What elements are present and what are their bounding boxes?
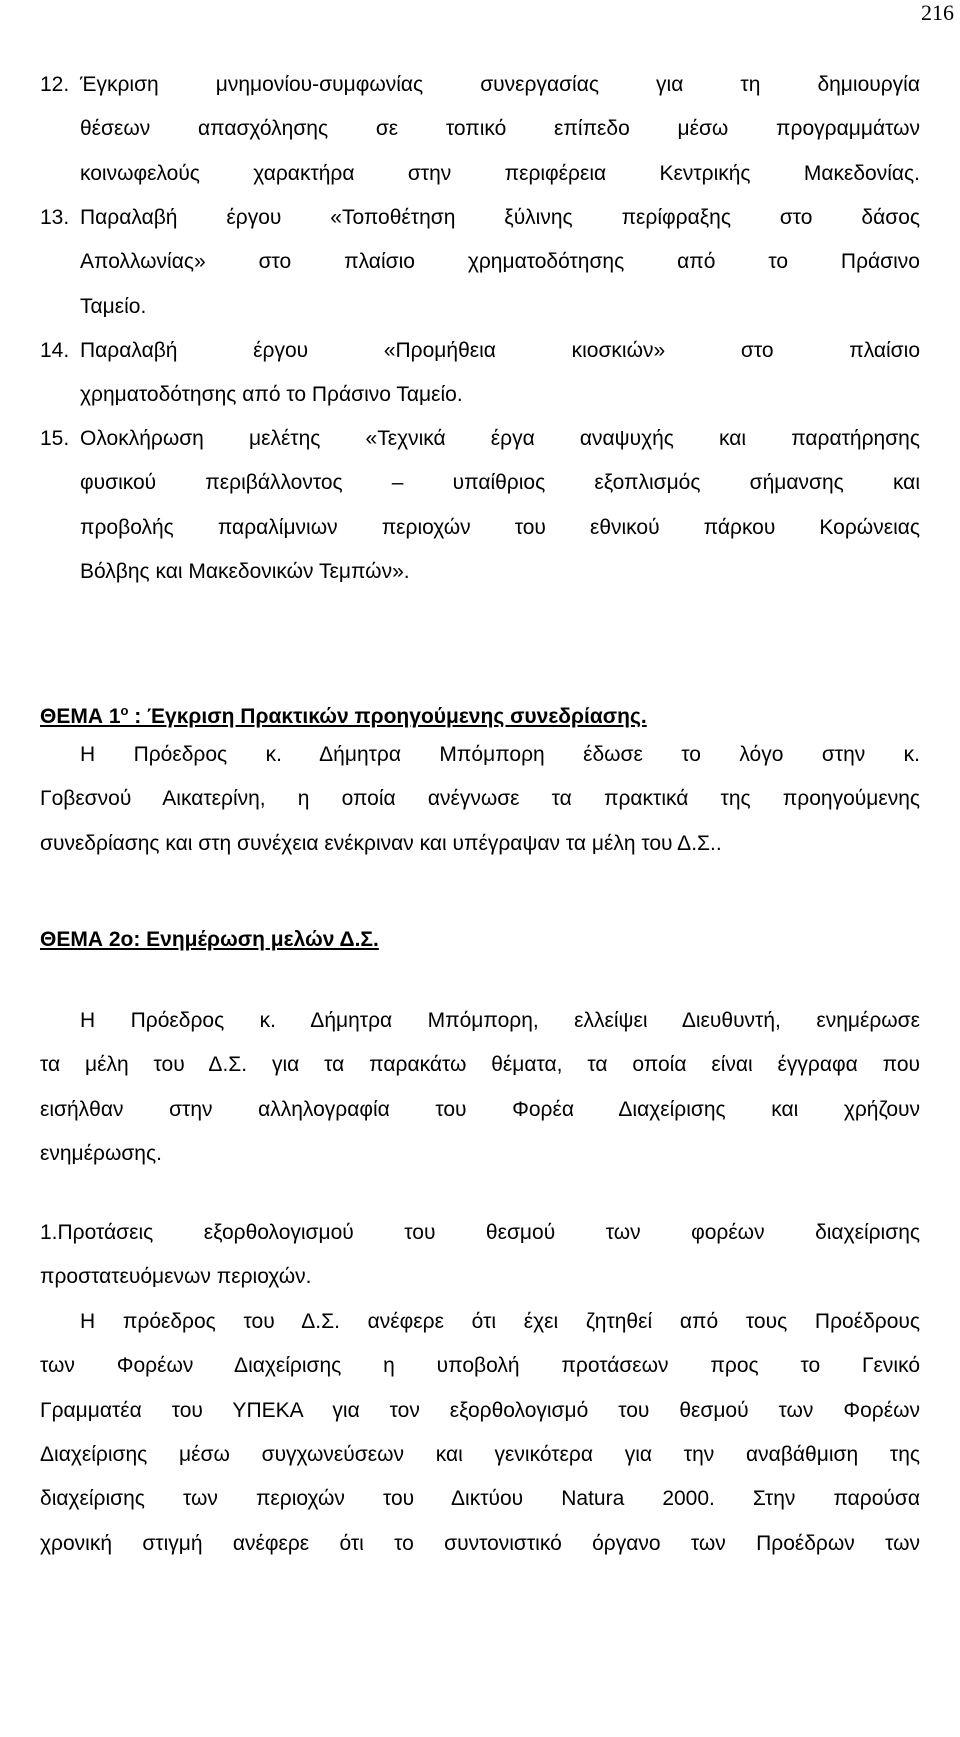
agenda-item-number: 13. <box>40 206 70 229</box>
subitem-paragraph-line: Η πρόεδρος του Δ.Σ. ανέφερε ότι έχει ζητηθεί από τους Προέδρους <box>80 1310 920 1333</box>
subitem-paragraph-line: χρονική στιγμή ανέφερε ότι το συντονιστικό όργανο των Προέδρων των <box>40 1531 920 1555</box>
topic-1-paragraph-line: Γοβεσνού Αικατερίνη, η οποία ανέγνωσε τα πρακτικά της προηγούμενης <box>40 787 920 811</box>
agenda-item-line: Απολλωνίας» στο πλαίσιο χρηματοδότησης από το Πράσινο <box>80 250 920 274</box>
agenda-item-line: χρηματοδότησης από το Πράσινο Ταμείο. <box>80 383 463 407</box>
agenda-item-line: Ολοκλήρωση μελέτης «Τεχνικά έργα αναψυχής και παρατήρησης <box>80 427 920 450</box>
topic-1-heading-prefix: ΘΕΜΑ 1 <box>40 705 121 728</box>
agenda-item-line: κοινωφελούς χαρακτήρα στην περιφέρεια Κεντρικής Μακεδονίας. <box>80 161 920 185</box>
agenda-item-line: Παραλαβή έργου «Προμήθεια κιοσκιών» στο πλαίσιο <box>80 339 920 362</box>
topic-2-paragraph-line: Η Πρόεδρος κ. Δήμητρα Μπόμπορη, ελλείψει Διευθυντή, ενημέρωσε <box>80 1009 920 1032</box>
agenda-item-number: 12. <box>40 73 70 96</box>
subitem-paragraph-line: των Φορέων Διαχείρισης η υποβολή προτάσεων προς το Γενικό <box>40 1354 920 1378</box>
subitem-paragraph-line: Διαχείρισης μέσω συγχωνεύσεων και γενικότερα για την αναβάθμιση της <box>40 1442 920 1466</box>
agenda-item-line: Βόλβης και Μακεδονικών Τεμπών». <box>80 559 410 583</box>
topic-2-paragraph-line: εισήλθαν στην αλληλογραφία του Φορέα Διαχείρισης και χρήζουν <box>40 1097 920 1121</box>
agenda-item-line: θέσεων απασχόλησης σε τοπικό επίπεδο μέσω προγραμμάτων <box>80 117 920 141</box>
agenda-item-line: φυσικού περιβάλλοντος – υπαίθριος εξοπλισμός σήμανσης και <box>80 471 920 495</box>
topic-2-paragraph-line: τα μέλη του Δ.Σ. για τα παρακάτω θέματα, τα οποία είναι έγγραφα που <box>40 1053 920 1077</box>
topic-1-paragraph-line: Η Πρόεδρος κ. Δήμητρα Μπόμπορη έδωσε το λόγο στην κ. <box>80 743 920 766</box>
agenda-item-line: Ταμείο. <box>80 294 147 318</box>
subitem-paragraph-line: Γραμματέα του ΥΠΕΚΑ για τον εξορθολογισμό του θεσμού των Φορέων <box>40 1398 920 1422</box>
topic-1-heading-text: : Έγκριση Πρακτικών προηγούμενης συνεδρίασης. <box>128 705 647 728</box>
agenda-item-line: προβολής παραλίμνιων περιοχών του εθνικού πάρκου Κορώνειας <box>80 515 920 539</box>
subitem-title-line: 1.Προτάσεις εξορθολογισμού του θεσμού των φορέων διαχείρισης <box>40 1221 920 1244</box>
agenda-item-number: 14. <box>40 339 70 362</box>
subitem-paragraph-line: διαχείρισης των περιοχών του Δικτύου Natura 2000. Στην παρούσα <box>40 1487 920 1511</box>
topic-2-paragraph-line: ενημέρωσης. <box>40 1141 162 1165</box>
topic-1-heading <box>40 697 647 731</box>
topic-1-paragraph-line: συνεδρίασης και στη συνέχεια ενέκριναν και υπέγραψαν τα μέλη του Δ.Σ.. <box>40 831 722 855</box>
agenda-item-number: 15. <box>40 427 70 450</box>
agenda-item-line: Παραλαβή έργου «Τοποθέτηση ξύλινης περίφραξης στο δάσος <box>80 206 920 229</box>
agenda-item-line: Έγκριση μνημονίου-συμφωνίας συνεργασίας για τη δημιουργία <box>80 73 920 96</box>
page-number: 216 <box>921 0 954 25</box>
subitem-title-line: προστατευόμενων περιοχών. <box>40 1265 312 1289</box>
topic-2-heading: ΘΕΜΑ 2ο: Ενημέρωση μελών Δ.Σ. <box>40 928 379 951</box>
topic-1-heading-sup: ο <box>120 703 129 718</box>
